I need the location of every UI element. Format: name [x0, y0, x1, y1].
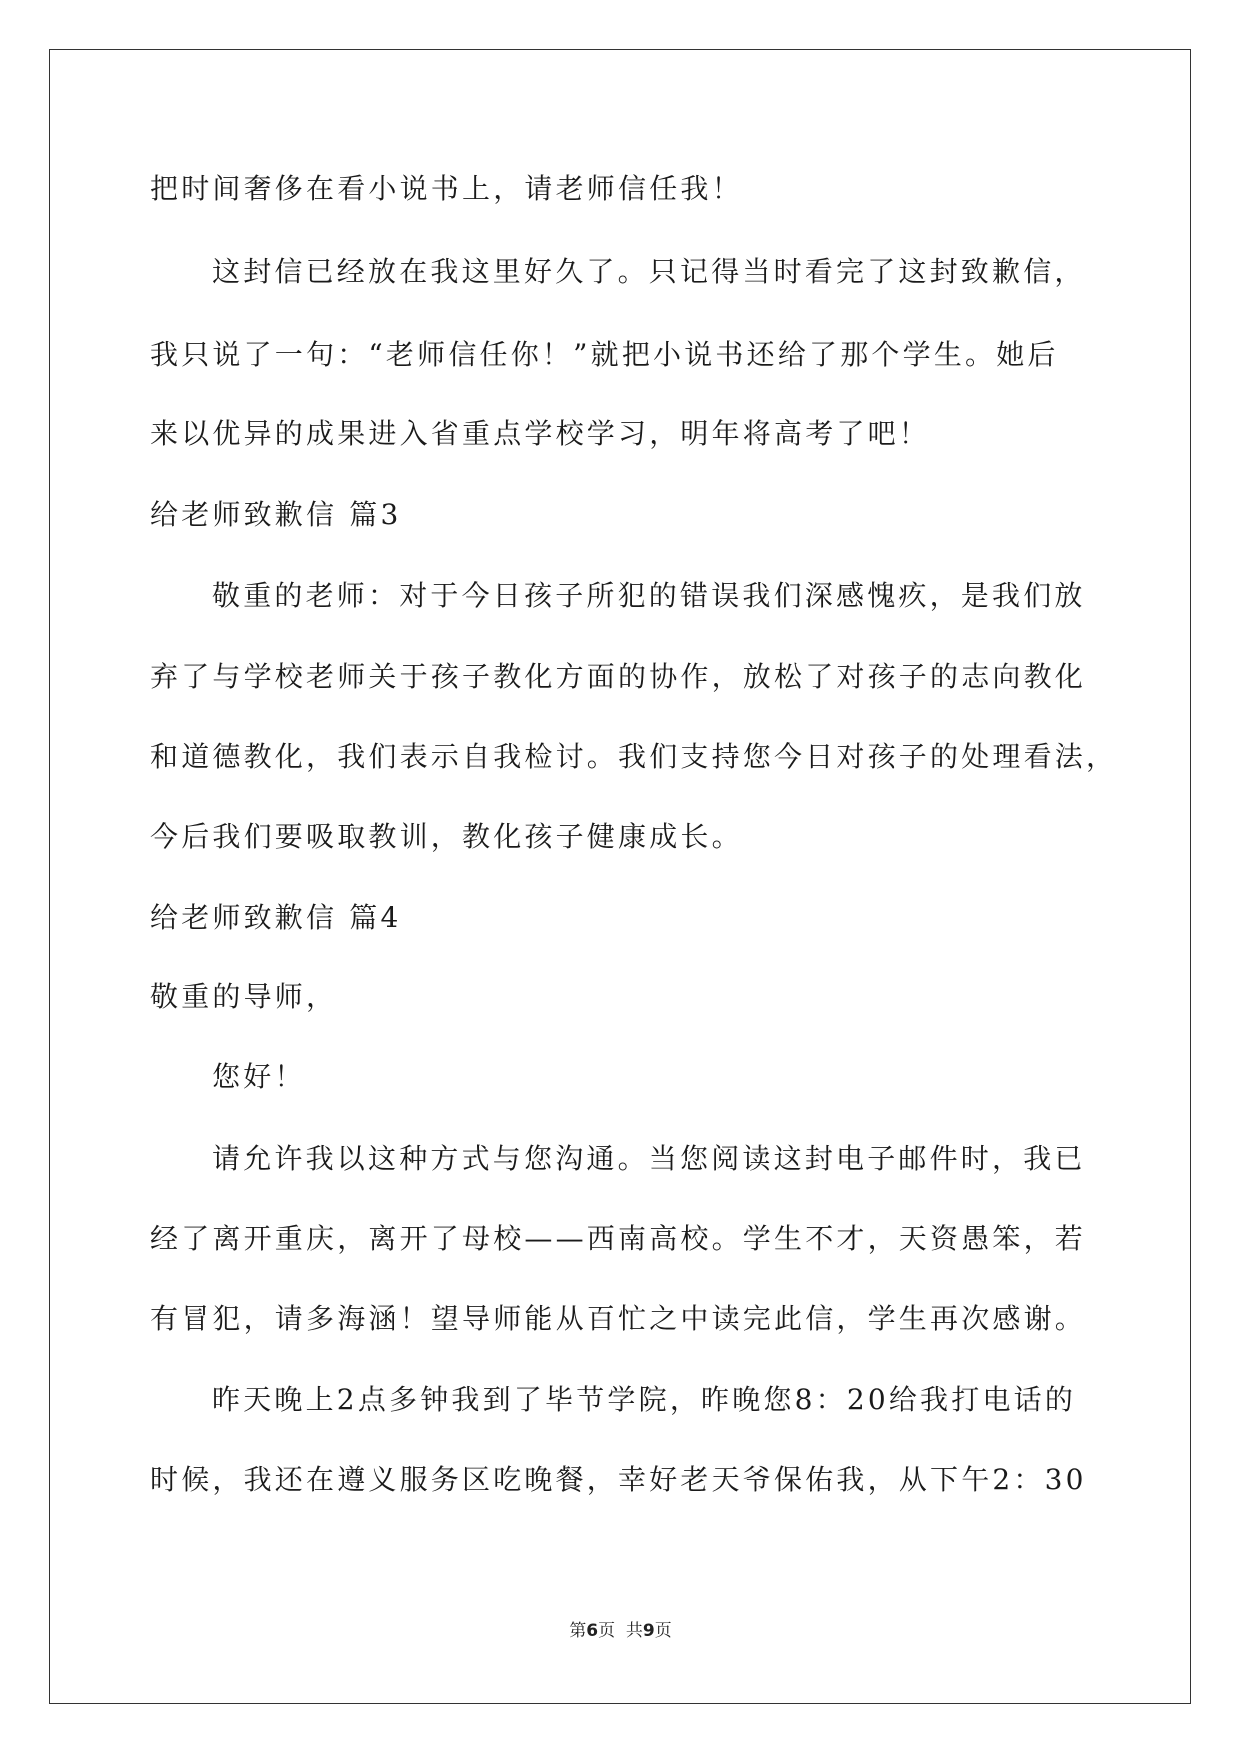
text-line: 把时间奢侈在看小说书上，请老师信任我！ — [150, 172, 743, 205]
text-line: 有冒犯，请多海涵！望导师能从百忙之中读完此信，学生再次感谢。 — [150, 1302, 1087, 1335]
current-page: 6 — [586, 1621, 599, 1641]
page-border — [49, 49, 1191, 1704]
text-line: 经了离开重庆，离开了母校——西南高校。学生不才，天资愚笨，若 — [150, 1222, 1087, 1255]
page-middle: 页 共 — [598, 1621, 643, 1641]
salutation: 敬重的导师， — [150, 980, 338, 1013]
page-suffix: 页 — [654, 1621, 672, 1641]
text-line: 弃了与学校老师关于孩子教化方面的协作，放松了对孩子的志向教化 — [150, 660, 1087, 693]
text-line: 我只说了一句：“老师信任你！”就把小说书还给了那个学生。她后 — [150, 338, 1059, 371]
greeting: 您好！ — [212, 1060, 306, 1093]
text-line: 这封信已经放在我这里好久了。只记得当时看完了这封致歉信， — [212, 255, 1086, 288]
text-line: 今后我们要吸取教训，教化孩子健康成长。 — [150, 820, 743, 853]
text-line: 敬重的老师：对于今日孩子所犯的错误我们深感愧疚，是我们放 — [212, 579, 1086, 612]
text-line: 时候，我还在遵义服务区吃晚餐，幸好老天爷保佑我，从下午2：30 — [150, 1463, 1087, 1496]
text-line: 和道德教化，我们表示自我检讨。我们支持您今日对孩子的处理看法， — [150, 740, 1118, 773]
page-number — [0, 1616, 1241, 1641]
text-line: 请允许我以这种方式与您沟通。当您阅读这封电子邮件时，我已 — [212, 1142, 1086, 1175]
section-heading: 给老师致歉信 篇4 — [150, 901, 402, 934]
section-heading: 给老师致歉信 篇3 — [150, 498, 402, 531]
total-pages: 9 — [642, 1621, 655, 1641]
text-line: 来以优异的成果进入省重点学校学习，明年将高考了吧！ — [150, 417, 931, 450]
text-line: 昨天晚上2点多钟我到了毕节学院，昨晚您8：20给我打电话的 — [212, 1383, 1077, 1416]
page-prefix: 第 — [569, 1621, 587, 1641]
